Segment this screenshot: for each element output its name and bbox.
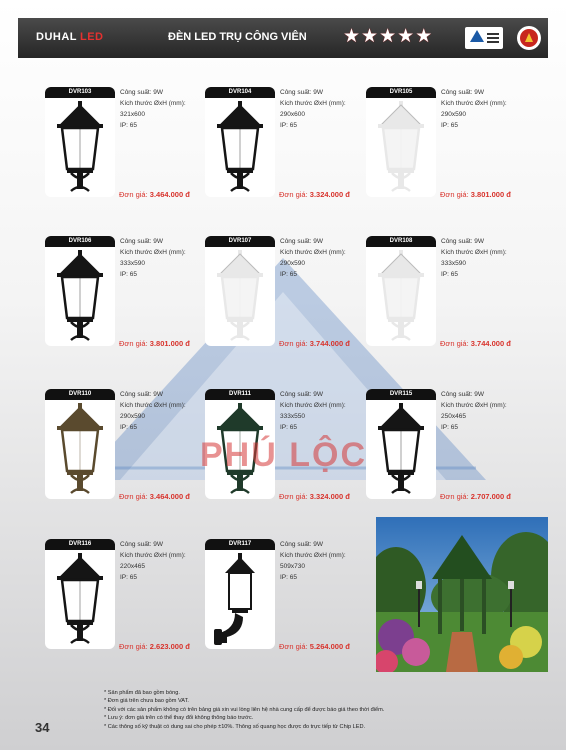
price-label: Đơn giá: bbox=[440, 492, 469, 501]
power-spec: Công suất: 9W bbox=[120, 391, 163, 398]
power-spec: Công suất: 9W bbox=[120, 541, 163, 548]
garden-photo bbox=[376, 517, 548, 672]
product-code: DVR115 bbox=[366, 389, 436, 400]
size-value: 333x550 bbox=[280, 413, 305, 420]
product-code: DVR106 bbox=[45, 236, 115, 247]
brand-logo: DUHAL LED bbox=[36, 31, 104, 43]
product-code: DVR116 bbox=[45, 539, 115, 550]
size-label: Kích thước ØxH (mm): bbox=[120, 100, 186, 107]
product-specs bbox=[120, 539, 186, 583]
size-label: Kích thước ØxH (mm): bbox=[441, 100, 507, 107]
product-price bbox=[279, 190, 350, 199]
price-value: 2.707.000 đ bbox=[470, 492, 511, 501]
product-specs bbox=[441, 87, 507, 131]
product-card bbox=[45, 389, 205, 509]
size-value: 220x465 bbox=[120, 563, 145, 570]
ip-rating: IP: 65 bbox=[280, 271, 297, 278]
price-label: Đơn giá: bbox=[279, 190, 308, 199]
size-value: 290x590 bbox=[441, 111, 466, 118]
price-value: 3.801.000 đ bbox=[149, 339, 190, 348]
product-code: DVR105 bbox=[366, 87, 436, 98]
product-specs bbox=[441, 236, 507, 280]
size-value: 250x465 bbox=[441, 413, 466, 420]
lamp-photo bbox=[205, 236, 275, 346]
product-price bbox=[119, 190, 190, 199]
lamp-photo bbox=[366, 389, 436, 499]
power-spec: Công suất: 9W bbox=[280, 541, 323, 548]
size-value: 333x590 bbox=[441, 260, 466, 267]
price-label: Đơn giá: bbox=[119, 339, 148, 348]
product-code: DVR111 bbox=[205, 389, 275, 400]
quality-seal-icon bbox=[517, 26, 541, 50]
product-specs bbox=[120, 87, 186, 131]
ip-rating: IP: 65 bbox=[120, 574, 137, 581]
lamp-photo bbox=[205, 87, 275, 197]
power-spec: Công suất: 9W bbox=[441, 238, 484, 245]
lamp-photo bbox=[366, 236, 436, 346]
lamp-photo bbox=[45, 87, 115, 197]
size-value: 509x730 bbox=[280, 563, 305, 570]
page-header bbox=[18, 18, 548, 58]
product-card bbox=[45, 87, 205, 207]
product-price bbox=[119, 339, 190, 348]
product-specs bbox=[120, 389, 186, 433]
price-value: 3.464.000 đ bbox=[149, 190, 190, 199]
product-card bbox=[205, 236, 365, 356]
product-card bbox=[366, 389, 526, 509]
product-price bbox=[440, 339, 511, 348]
power-spec: Công suất: 9W bbox=[120, 89, 163, 96]
product-card bbox=[45, 539, 205, 659]
page-title: ĐÈN LED TRỤ CÔNG VIÊN bbox=[168, 31, 307, 43]
star-icon: ★ bbox=[415, 26, 433, 47]
size-label: Kích thước ØxH (mm): bbox=[280, 552, 346, 559]
product-specs bbox=[441, 389, 507, 433]
size-value: 290x600 bbox=[280, 111, 305, 118]
product-price bbox=[279, 492, 350, 501]
lamp-photo bbox=[45, 236, 115, 346]
product-card bbox=[45, 236, 205, 356]
product-specs bbox=[120, 236, 186, 280]
product-price bbox=[279, 339, 350, 348]
price-label: Đơn giá: bbox=[119, 642, 148, 651]
ip-rating: IP: 65 bbox=[280, 122, 297, 129]
ip-rating: IP: 65 bbox=[120, 271, 137, 278]
size-label: Kích thước ØxH (mm): bbox=[120, 552, 186, 559]
size-label: Kích thước ØxH (mm): bbox=[441, 402, 507, 409]
product-code: DVR104 bbox=[205, 87, 275, 98]
power-spec: Công suất: 9W bbox=[280, 391, 323, 398]
size-label: Kích thước ØxH (mm): bbox=[280, 249, 346, 256]
product-specs bbox=[280, 539, 346, 583]
lamp-photo bbox=[45, 389, 115, 499]
size-label: Kích thước ØxH (mm): bbox=[280, 100, 346, 107]
product-card bbox=[366, 87, 526, 207]
price-value: 2.623.000 đ bbox=[149, 642, 190, 651]
ip-rating: IP: 65 bbox=[280, 574, 297, 581]
product-code: DVR108 bbox=[366, 236, 436, 247]
price-value: 3.744.000 đ bbox=[470, 339, 511, 348]
product-card bbox=[366, 236, 526, 356]
footnotes bbox=[104, 689, 384, 731]
product-specs bbox=[280, 87, 346, 131]
note-item: * Đơn giá trên chưa bao gồm VAT. bbox=[104, 698, 189, 705]
power-spec: Công suất: 9W bbox=[280, 89, 323, 96]
price-label: Đơn giá: bbox=[279, 339, 308, 348]
power-spec: Công suất: 9W bbox=[441, 391, 484, 398]
ip-rating: IP: 65 bbox=[441, 271, 458, 278]
ip-rating: IP: 65 bbox=[280, 424, 297, 431]
product-code: DVR103 bbox=[45, 87, 115, 98]
note-item: * Các thông số kỹ thuật có dung sai cho phép ±10%. Thông số quang học được đo trực tiếp từ Chip LED. bbox=[104, 723, 366, 730]
price-label: Đơn giá: bbox=[279, 492, 308, 501]
price-label: Đơn giá: bbox=[440, 190, 469, 199]
product-price bbox=[440, 492, 511, 501]
lamp-photo bbox=[45, 539, 115, 649]
price-value: 3.324.000 đ bbox=[309, 492, 350, 501]
price-value: 3.744.000 đ bbox=[309, 339, 350, 348]
size-value: 290x590 bbox=[120, 413, 145, 420]
product-specs bbox=[280, 236, 346, 280]
star-icon: ★ bbox=[379, 26, 397, 47]
product-price bbox=[119, 642, 190, 651]
watermark-text: PHÚ LỘC bbox=[200, 436, 367, 474]
lamp-photo bbox=[205, 539, 275, 649]
product-code: DVR117 bbox=[205, 539, 275, 550]
note-item: * Sản phẩm đã bao gồm bóng. bbox=[104, 690, 180, 696]
size-label: Kích thước ØxH (mm): bbox=[280, 402, 346, 409]
product-card bbox=[205, 539, 365, 659]
product-code: DVR107 bbox=[205, 236, 275, 247]
page-number: 34 bbox=[35, 720, 50, 735]
star-icon: ★ bbox=[361, 26, 379, 47]
star-icon: ★ bbox=[397, 26, 415, 47]
note-item: * Lưu ý: đơn giá trên có thể thay đổi không thông báo trước. bbox=[104, 715, 254, 722]
price-label: Đơn giá: bbox=[279, 642, 308, 651]
price-label: Đơn giá: bbox=[440, 339, 469, 348]
ip-rating: IP: 65 bbox=[441, 122, 458, 129]
ip-rating: IP: 65 bbox=[120, 424, 137, 431]
size-label: Kích thước ØxH (mm): bbox=[120, 402, 186, 409]
product-code: DVR110 bbox=[45, 389, 115, 400]
certification-badge bbox=[465, 27, 503, 49]
price-value: 3.324.000 đ bbox=[309, 190, 350, 199]
power-spec: Công suất: 9W bbox=[441, 89, 484, 96]
size-label: Kích thước ØxH (mm): bbox=[120, 249, 186, 256]
price-label: Đơn giá: bbox=[119, 190, 148, 199]
note-item: * Đối với các sản phẩm không có trên bảng giá xin vui lòng liên hệ nhà cung cấp để được báo giá theo thời điểm. bbox=[104, 706, 385, 713]
product-price bbox=[440, 190, 511, 199]
product-price bbox=[119, 492, 190, 501]
product-card bbox=[205, 87, 365, 207]
size-label: Kích thước ØxH (mm): bbox=[441, 249, 507, 256]
rating-stars bbox=[343, 26, 432, 48]
price-value: 5.264.000 đ bbox=[309, 642, 350, 651]
ip-rating: IP: 65 bbox=[441, 424, 458, 431]
size-value: 290x590 bbox=[280, 260, 305, 267]
lamp-photo bbox=[366, 87, 436, 197]
price-label: Đơn giá: bbox=[119, 492, 148, 501]
ip-rating: IP: 65 bbox=[120, 122, 137, 129]
star-icon: ★ bbox=[343, 26, 361, 47]
product-price bbox=[279, 642, 350, 651]
size-value: 333x590 bbox=[120, 260, 145, 267]
size-value: 321x600 bbox=[120, 111, 145, 118]
price-value: 3.464.000 đ bbox=[149, 492, 190, 501]
product-specs bbox=[280, 389, 346, 433]
power-spec: Công suất: 9W bbox=[120, 238, 163, 245]
price-value: 3.801.000 đ bbox=[470, 190, 511, 199]
power-spec: Công suất: 9W bbox=[280, 238, 323, 245]
